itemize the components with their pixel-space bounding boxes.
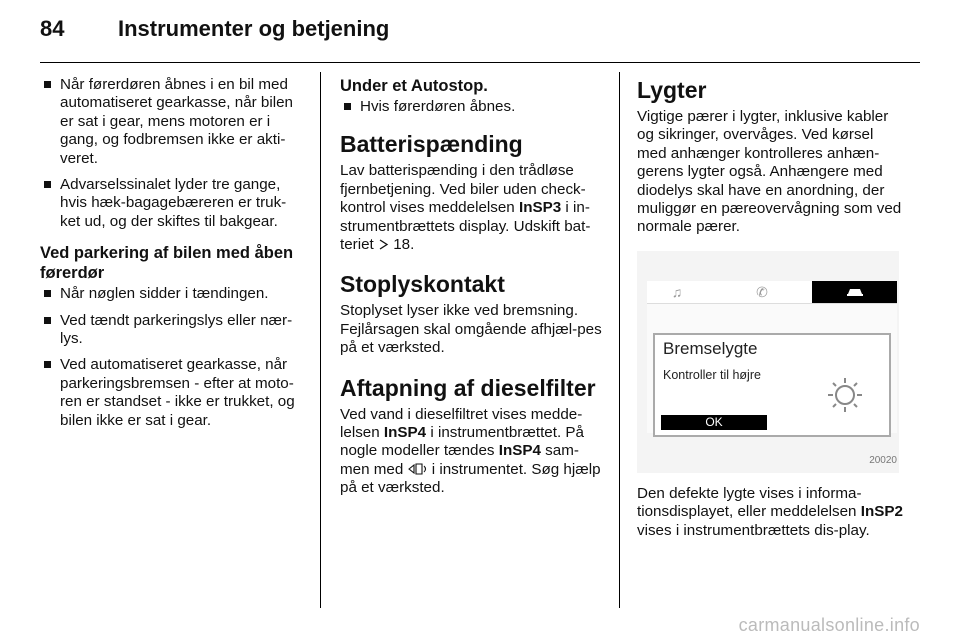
- page-ref-icon: [378, 236, 389, 253]
- music-icon: ♫: [671, 283, 683, 300]
- heading-diesel: Aftapning af dieselfilter: [340, 374, 596, 401]
- bullet-list-autostop: [340, 98, 606, 116]
- heading-lights: Lygter: [637, 77, 707, 103]
- car-icon: [812, 281, 897, 303]
- subheading-autostop: Under et Autostop.: [340, 77, 488, 95]
- code-insp2: InSP2: [860, 503, 903, 521]
- list-item: Advarselssinalet lyder tre gange, hvis hæk-bagagebæreren er truk-ket ud, og der skiftes til bakgear.: [40, 176, 306, 231]
- bullet-list-bottom: [40, 285, 306, 430]
- dialog-title: Bremselygte: [663, 338, 758, 358]
- list-item: Ved automatiseret gearkasse, når parkeringsbremsen - efter at moto-ren er standset - ikke er trukket, og bilen ikke er sat i gear.: [40, 356, 306, 430]
- warning-dialog: [653, 333, 891, 437]
- bulb-icon: [825, 375, 865, 415]
- stoplight-text: Stoplyset lyser ikke ved bremsning. Fejlårsagen skal omgående afhjæl-pes på et værksted.: [340, 302, 602, 357]
- code-insp3: InSP3: [518, 199, 562, 217]
- column-2: [340, 76, 606, 498]
- list-item: Ved tændt parkeringslys eller nær-lys.: [40, 312, 306, 349]
- list-item: Når nøglen sidder i tændingen.: [40, 285, 306, 303]
- diesel-filter-icon: [408, 461, 428, 478]
- footer-watermark: carmanualsonline.info: [738, 615, 920, 635]
- battery-text: Lav batterispænding i den trådløse fjernbetjening. Ved biler uden check-kontrol vises meddelelsen InSP3 i in-strumentbrættets display. Udskift bat-teriet 18.: [340, 162, 591, 254]
- page-header: [40, 16, 920, 52]
- page-number: 84: [40, 16, 65, 41]
- phone-icon: ✆: [756, 283, 768, 300]
- subheading-parking: Ved parkering af bilen med åben førerdør: [40, 244, 294, 283]
- list-item: Når førerdøren åbnes i en bil med automatiseret gearkasse, når bilen er sat i gear, mens motoren er i gang, og fodbremsen ikke er akti-veret.: [40, 76, 306, 168]
- heading-stoplight: Stoplyskontakt: [340, 271, 505, 298]
- code-insp4: InSP4: [383, 424, 427, 442]
- display-figure: [637, 251, 899, 473]
- code-insp4-2: InSP4: [498, 442, 541, 460]
- dialog-message: Kontroller til højre: [663, 367, 761, 382]
- diesel-text: Ved vand i dieselfiltret vises medde-lelsen InSP4 i instrumentbrættet. På nogle modeller tændes InSP4 sam-men med i instrumentet. Søg hjælp på et værksted.: [340, 405, 601, 497]
- lights-after-text: Den defekte lygte vises i informa-tionsdisplayet, eller meddelelsen InSP2 vises i instrumentbrættets dis-play.: [637, 484, 903, 539]
- column-divider-2: [619, 72, 620, 608]
- ok-button: OK: [661, 415, 767, 430]
- display-tabbar: [647, 281, 897, 304]
- column-divider-1: [320, 72, 321, 608]
- figure-code: 20020: [869, 455, 897, 467]
- lights-intro: Vigtige pærer i lygter, inklusive kabler og sikringer, overvåges. Ved kørsel med anhænger kontrolleres anhæn-gerens lygter også. Anhængere med diodelys skal have en anordning, der muliggør en pæreovervågning som ved normale pærer.: [637, 108, 902, 236]
- column-3: [637, 76, 903, 540]
- header-rule: [40, 62, 920, 63]
- list-item: Hvis førerdøren åbnes.: [340, 98, 606, 116]
- heading-battery: Batterispænding: [340, 131, 523, 158]
- column-1: [40, 76, 306, 438]
- page-title: Instrumenter og betjening: [118, 16, 390, 41]
- bullet-list-top: [40, 76, 306, 231]
